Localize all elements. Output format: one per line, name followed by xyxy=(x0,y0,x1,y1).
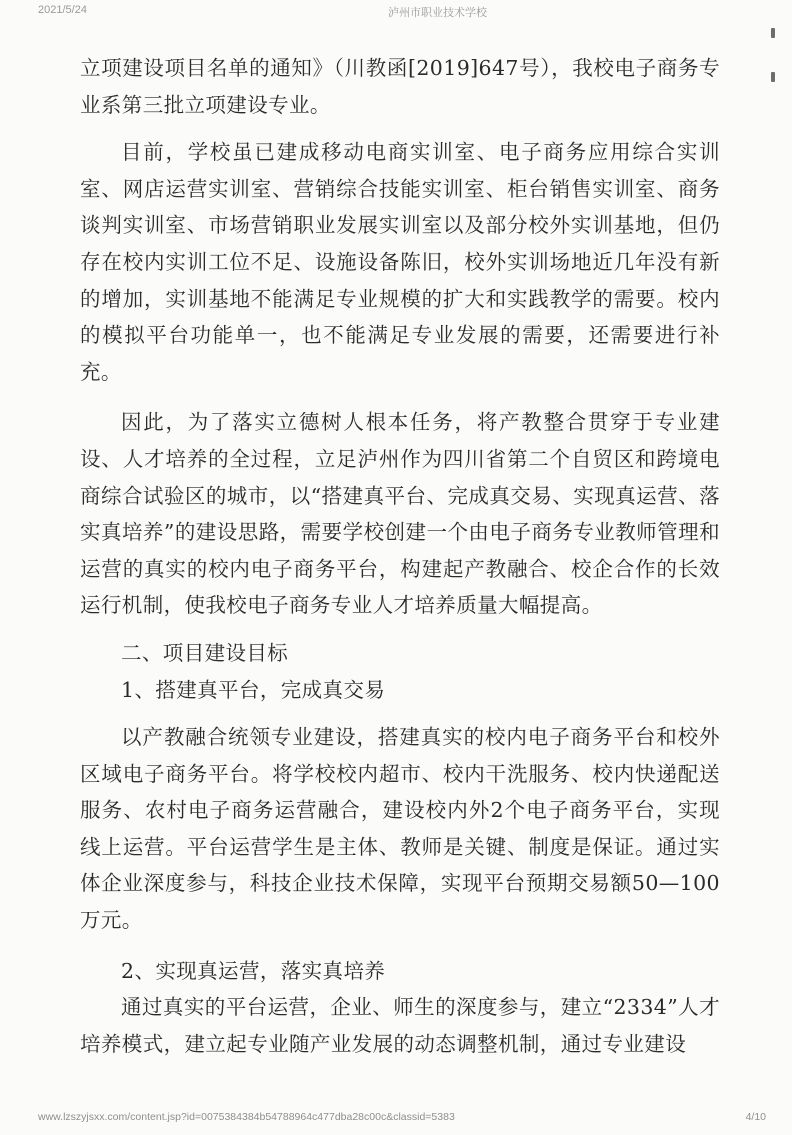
paragraph-therefore: 因此，为了落实立德树人根本任务，将产教整合贯穿于专业建设、人才培养的全过程，立足泸州作为四川省第二个自贸区和跨境电商综合试验区的城市，以“搭建真平台、完成真交易、实现真运营、落实真培养”的建设思路，需要学校创建一个由电子商务专业教师管理和运营的真实的校内电子商务平台，构建起产教融合、校企合作的长效运行机制，使我校电子商务专业人才培养质量大幅提高。 xyxy=(80,410,720,618)
school-name: 泸州市职业技术学校 xyxy=(388,7,487,19)
document-body xyxy=(80,50,720,1062)
print-header xyxy=(0,0,792,20)
section-heading-goals: 二、项目建设目标 xyxy=(121,640,289,665)
print-date: 2021/5/24 xyxy=(38,4,87,16)
paragraph-continued: 立项建设项目名单的通知》（川教函[2019]647号），我校电子商务专业系第三批立项建设专业。 xyxy=(80,56,720,117)
paragraph-platform: 以产教融合统领专业建设，搭建真实的校内电子商务平台和校外区域电子商务平台。将学校校内超市、校内干洗服务、校内快递配送服务、农村电子商务运营融合，建设校内外2个电子商务平台，实现线上运营。平台运营学生是主体、教师是关键、制度是保证。通过实体企业深度参与，科技企业技术保障，实现平台预期交易额50—100万元。 xyxy=(80,725,720,933)
subheading-operation: 2、实现真运营，落实真培养 xyxy=(121,958,386,983)
paragraph-current-situation: 目前，学校虽已建成移动电商实训室、电子商务应用综合实训室、网店运营实训室、营销综合技能实训室、柜台销售实训室、商务谈判实训室、市场营销职业发展实训室以及部分校外实训基地，但仍存在校内实训工位不足、设施设备陈旧，校外实训场地近几年没有新的增加，实训基地不能满足专业规模的扩大和实践教学的需要。校内的模拟平台功能单一，也不能满足专业发展的需要，还需要进行补充。 xyxy=(80,140,720,384)
scan-edge-mark xyxy=(771,28,775,38)
page-number: 4/10 xyxy=(745,1111,766,1123)
paragraph-operation: 通过真实的平台运营，企业、师生的深度参与，建立“2334”人才培养模式，建立起专业随产业发展的动态调整机制，通过专业建设 xyxy=(80,995,720,1056)
scan-edge-mark xyxy=(771,72,775,82)
page-url: www.lzszyjsxx.com/content.jsp?id=0075384384b54788964c477dba28c00c&classid=5383 xyxy=(38,1111,455,1123)
subheading-platform: 1、搭建真平台，完成真交易 xyxy=(121,677,386,702)
print-footer xyxy=(0,1105,792,1135)
